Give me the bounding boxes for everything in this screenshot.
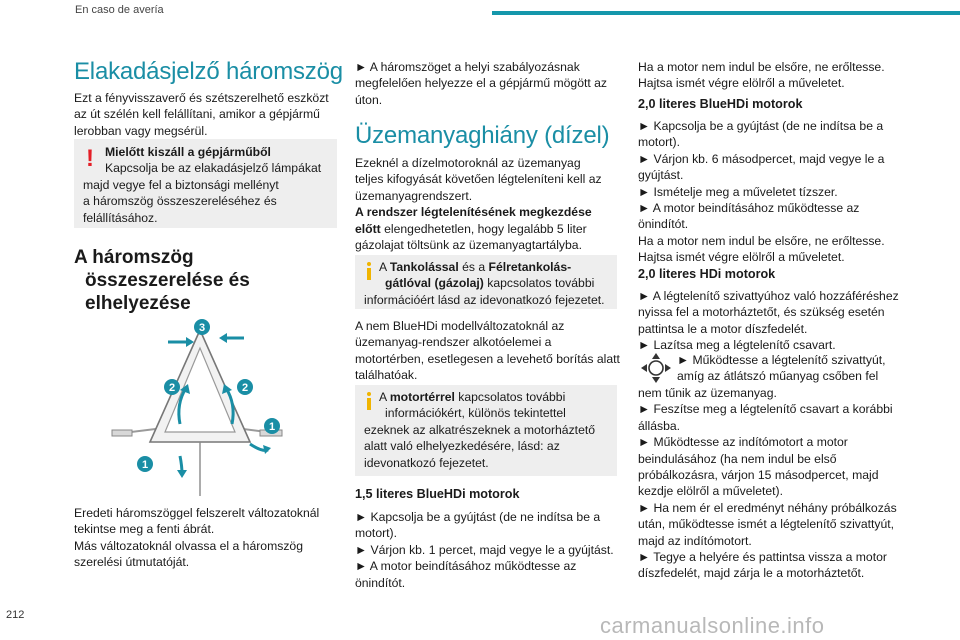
step-marker-1-bottom	[137, 456, 153, 472]
step-line: beindulásához (ha nem indul be első	[638, 451, 837, 466]
text-line: alatt való elhelyezkedésére, lásd: az	[364, 439, 560, 454]
page-number: 212	[6, 609, 25, 621]
hdi-20-steps	[638, 288, 923, 354]
step-line: ► Várjon kb. 1 percet, majd vegye le a gyújtást.	[355, 542, 614, 557]
fuel-intro	[355, 155, 620, 253]
step-line: ► Feszítse meg a légtelenítő csavart a korábbi	[638, 402, 893, 417]
step-marker-1-right	[264, 418, 280, 434]
triangle-intro	[74, 90, 339, 139]
step-line: ► Lazítsa meg a légtelenítő csavart.	[638, 338, 836, 353]
text-line: információkért, különös tekintettel	[385, 406, 566, 421]
step-line: ► Ha nem ér el eredményt néhány próbálkozás	[638, 500, 897, 515]
text-line: Más változatoknál olvassa el a háromszög	[74, 538, 303, 553]
pump-text	[677, 352, 917, 385]
text-line: Eredeti háromszöggel felszerelt változatoknál	[74, 506, 320, 520]
fuel-shortage-title: Üzemanyaghiány (dízel)	[355, 122, 610, 149]
step-line: állásba.	[638, 418, 681, 433]
step-line: Ha a motor nem indul be elsőre, ne erőltesse.	[638, 233, 885, 248]
text-line: Ha a motor nem indul be elsőre, ne erőltesse.	[638, 60, 885, 74]
step-line: ► A motor beindításához működtesse az	[638, 201, 860, 216]
text-line: Kapcsolja be az elakadásjelző lámpákat	[105, 161, 322, 176]
text-line: majd vegye fel a biztonsági mellényt	[83, 178, 279, 192]
text-line: felállításához.	[83, 210, 158, 225]
step-line: amíg az átlátszó műanyag csőben fel	[677, 369, 879, 384]
step-line: Hajtsa ismét végre elölről a műveletet.	[638, 250, 845, 265]
step-marker-3	[194, 319, 210, 335]
text-line: gázolajat töltsünk az üzemanyagtartályba.	[355, 238, 582, 253]
bold-text: Tankolással	[389, 260, 459, 274]
text: kapcsolatos további	[454, 390, 566, 404]
text: elengedhetetlen, hogy legalább 5 liter	[380, 221, 587, 236]
subtitle-line: A háromszög	[74, 247, 194, 268]
text-line: szerelési útmutatóját.	[74, 555, 190, 570]
step-line: ► Kapcsolja be a gyújtást (de ne indítsa be a	[355, 510, 601, 524]
text-line: információért lásd az idevonatkozó fejezetet.	[364, 293, 605, 307]
priming-pump-icon	[640, 352, 672, 384]
info-box-engine	[355, 385, 617, 476]
subtitle-line: összeszerelése és	[85, 270, 250, 291]
text-line: találhatóak.	[355, 368, 418, 383]
text-line: motortérben, esetlegesen a levehető borítás alatt	[355, 351, 620, 366]
bold-text: motortérrel	[389, 390, 455, 404]
step-line: ► Várjon kb. 6 másodpercet, majd vegye le a	[638, 151, 885, 166]
step-line: nem tűnik az üzemanyag.	[638, 386, 777, 400]
step-marker-2-right	[237, 379, 253, 395]
step-line: pattintsa le a motor díszfedelét.	[638, 321, 808, 336]
warning-box	[74, 139, 337, 228]
subtitle-line: elhelyezése	[85, 293, 191, 314]
step-line: ► A légtelenítő szivattyúhoz való hozzáféréshez	[638, 289, 899, 303]
step-line: kezdje elölről a műveletet).	[638, 484, 783, 499]
info-icon	[367, 392, 370, 410]
warning-title: Mielőtt kiszáll a gépjárműből	[105, 145, 271, 159]
step-line: gyújtást.	[638, 168, 684, 183]
text-line: Ezt a fényvisszaverő és szétszerelhető eszközt	[74, 91, 329, 105]
assembly-subtitle	[74, 246, 250, 315]
text-line: az út szélén kell felállítani, amikor a gépjármű	[74, 107, 320, 122]
info-box-refuel	[355, 255, 617, 309]
watermark: carmanualsonline.info	[600, 613, 825, 638]
header-bar	[492, 11, 960, 15]
hdi-20-heading: 2,0 literes HDi motorok	[638, 267, 776, 281]
text: kapcsolatos további	[483, 276, 595, 291]
step-line: díszfedelét, majd zárja le a motorháztetőt.	[638, 566, 865, 581]
step-line: ► Kapcsolja be a gyújtást (de ne indítsa be a	[638, 119, 884, 133]
step-line: majd az indítómotort.	[638, 533, 752, 548]
triangle-assembly-diagram	[110, 316, 290, 501]
retry-text	[638, 59, 918, 92]
step-line: ► Működtesse a légtelenítő szivattyút,	[677, 353, 886, 367]
marker-label: 2	[168, 382, 176, 394]
text-line: Ezeknél a dízelmotoroknál az üzemanyag	[355, 156, 581, 170]
text-line: úton.	[355, 92, 383, 107]
after-figure-text	[74, 505, 339, 571]
text-line: Hajtsa ismét végre elölről a műveletet.	[638, 76, 845, 91]
text-line: a háromszög összeszereléséhez és	[83, 194, 277, 209]
warning-icon: !	[86, 145, 94, 172]
step-line: önindítót.	[355, 575, 406, 590]
bluehdi-15-heading: 1,5 literes BlueHDi motorok	[355, 487, 520, 501]
text-line: lerobban vagy megsérül.	[74, 123, 208, 138]
info-icon	[367, 262, 370, 280]
hdi-20-steps-continued	[638, 385, 923, 582]
text: és a	[458, 260, 489, 274]
text-line: ► A háromszöget a helyi szabályozásnak	[355, 60, 580, 74]
step-line: ► Működtesse az indítómotort a motor	[638, 435, 848, 450]
text: A	[379, 260, 390, 274]
step-line: után, működtesse ismét a légtelenítő szivattyút,	[638, 517, 895, 532]
step-line: próbálkozásra, várjon 15 másodpercet, majd	[638, 468, 879, 483]
bluehdi-15-steps	[355, 509, 625, 591]
bold-text: előtt	[355, 221, 381, 236]
placement-text	[355, 59, 620, 108]
text-line: ezeknek az alkatrészeknek a motorháztető	[364, 423, 596, 437]
section-header: En caso de avería	[75, 4, 164, 16]
bold-text: Félretankolás-	[488, 260, 572, 274]
marker-label: 3	[198, 322, 206, 334]
step-line: motort).	[638, 135, 680, 150]
bold-text: gátlóval (gázolaj)	[385, 276, 484, 291]
text-line: üzemanyag-rendszer alkotóelemei a	[355, 335, 552, 350]
step-line: ► A motor beindításához működtesse az	[355, 559, 577, 574]
bold-text: A rendszer légtelenítésének megkezdése	[355, 205, 592, 220]
text-line: tekintse meg a fenti ábrát.	[74, 522, 215, 537]
marker-label: 1	[141, 459, 149, 471]
bluehdi-20-heading: 2,0 literes BlueHDi motorok	[638, 97, 803, 111]
marker-label: 1	[268, 421, 276, 433]
bluehdi-20-steps	[638, 118, 918, 266]
triangle-title: Elakadásjelző háromszög	[74, 58, 343, 85]
text-line: A nem BlueHDi modellváltozatoknál az	[355, 319, 565, 333]
text-line: üzemanyagrendszert.	[355, 188, 473, 203]
step-marker-2-left	[164, 379, 180, 395]
step-line: ► Ismételje meg a műveletet tízszer.	[638, 184, 838, 199]
text: A	[379, 390, 390, 404]
text-line: megfelelően helyezze el a gépjármű mögött az	[355, 76, 608, 91]
text-line: idevonatkozó fejezetet.	[364, 455, 489, 470]
step-line: önindítót.	[638, 217, 689, 232]
non-bluehdi-text	[355, 318, 625, 384]
text-line: teljes kifogyását követően légteleníteni kell az	[355, 172, 602, 187]
step-line: motort).	[355, 526, 397, 541]
marker-label: 2	[241, 382, 249, 394]
step-line: ► Tegye a helyére és pattintsa vissza a motor	[638, 550, 887, 565]
step-line: nyissa fel a motorháztetőt, és szükség esetén	[638, 305, 885, 320]
